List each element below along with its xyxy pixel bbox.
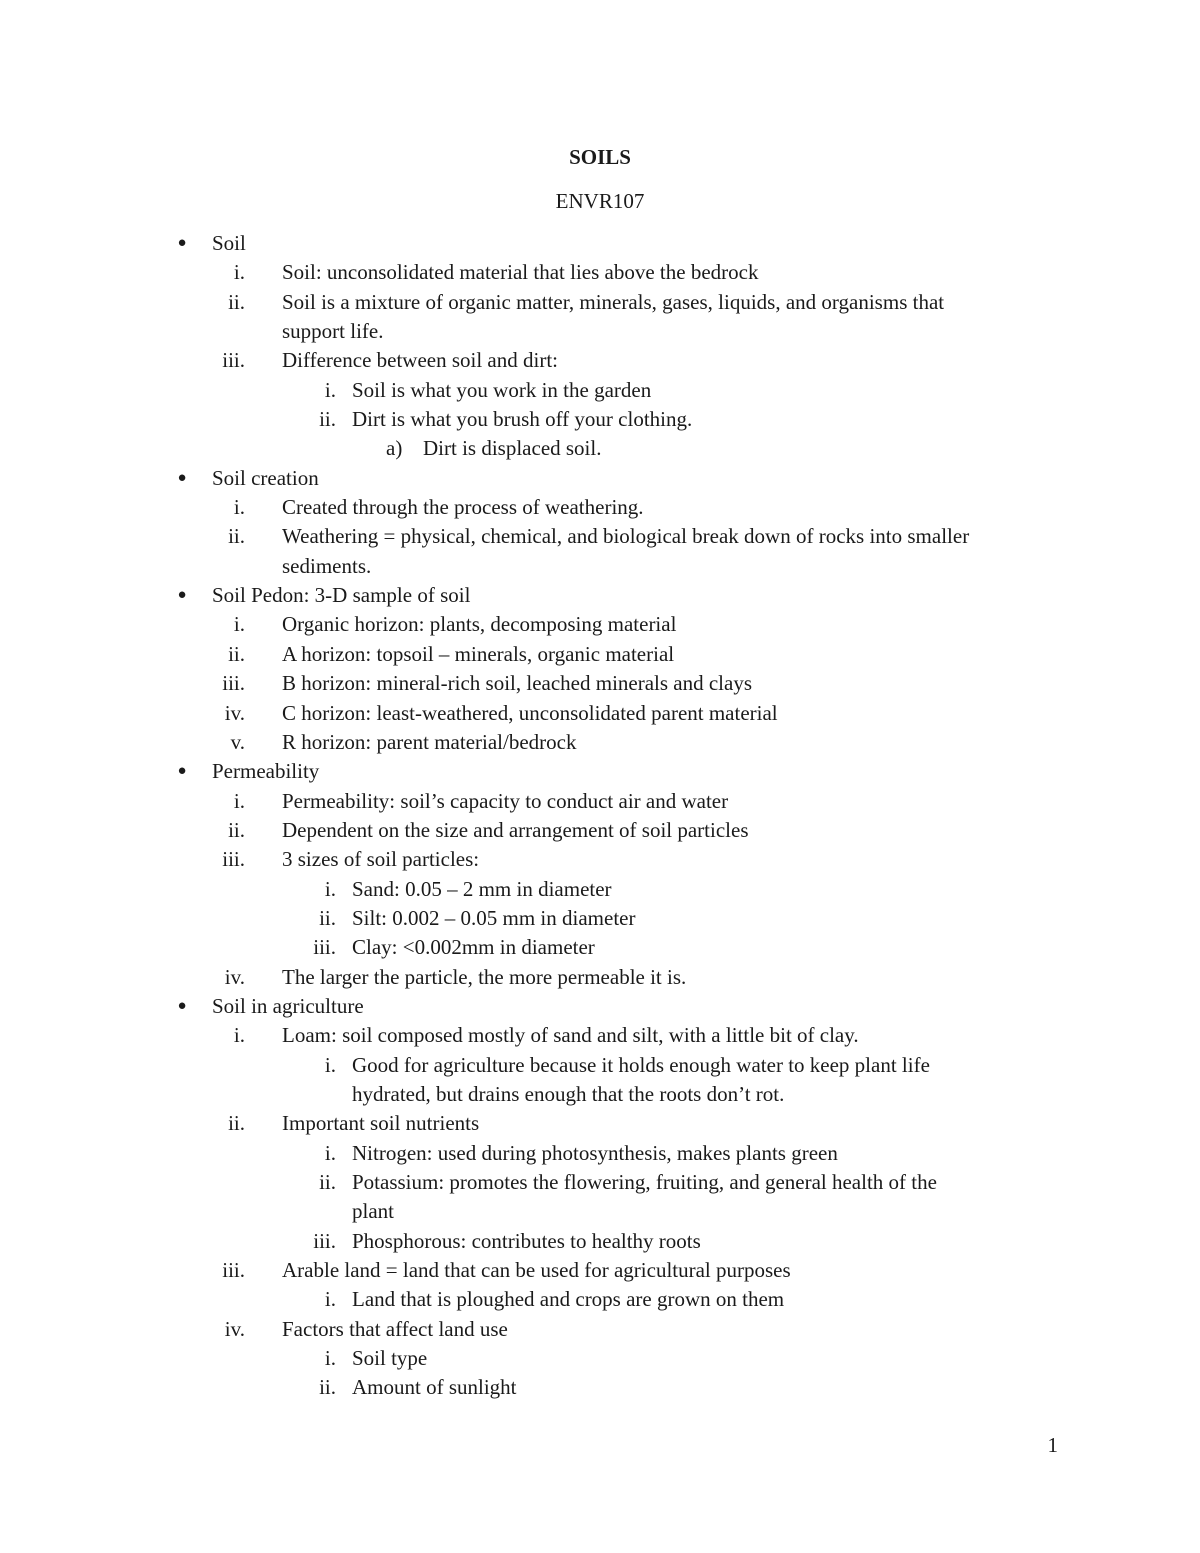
list-marker: ii. [228, 817, 245, 842]
list-marker: iv. [224, 700, 245, 725]
outline-text: Land that is ploughed and crops are grown on them [352, 1287, 785, 1312]
outline-text: Soil type [352, 1346, 428, 1371]
outline-item [0, 405, 1200, 434]
outline-item [0, 376, 1200, 405]
outline-text: R horizon: parent material/bedrock [282, 729, 577, 754]
outline-text: Dependent on the size and arrangement of soil particles [282, 817, 749, 842]
outline-item [0, 1139, 1200, 1168]
list-marker: i. [233, 788, 245, 813]
bullet-marker: ● [177, 763, 187, 780]
list-marker: i. [324, 1287, 336, 1312]
outline-item [0, 1197, 1200, 1226]
bullet-marker: ● [177, 997, 187, 1014]
list-marker: ii. [228, 641, 245, 666]
outline-item [0, 288, 1200, 317]
list-marker: ii. [319, 1170, 336, 1194]
list-marker: iii. [313, 1228, 336, 1253]
outline-text: Weathering = physical, chemical, and biological break down of rocks into smaller [282, 524, 970, 549]
outline-text: Soil is what you work in the garden [352, 377, 652, 402]
outline-text: A horizon: topsoil – minerals, organic material [282, 641, 675, 666]
outline-item [0, 1227, 1200, 1256]
list-marker: i. [233, 612, 245, 637]
outline-item [0, 728, 1200, 757]
outline-text: plant [352, 1199, 394, 1224]
list-marker: iii. [313, 935, 336, 960]
outline-heading [0, 992, 1200, 1021]
outline-text: Difference between soil and dirt: [282, 348, 559, 373]
outline-item [0, 317, 1200, 346]
list-marker: iii. [222, 1258, 245, 1283]
outline-item [0, 1080, 1200, 1109]
outline-text: C horizon: least-weathered, unconsolidated parent material [282, 700, 778, 725]
list-marker: iii. [222, 671, 245, 696]
outline-item [0, 610, 1200, 639]
outline-item [0, 1021, 1200, 1050]
outline-text: Dirt is what you brush off your clothing. [352, 407, 693, 432]
outline-text: Potassium: promotes the flowering, fruiting, and general health of the [352, 1170, 937, 1194]
list-marker: iv. [224, 1316, 245, 1341]
outline-text: Organic horizon: plants, decomposing material [282, 612, 677, 637]
outline-text: support life. [282, 319, 384, 344]
outline-text: Permeability: soil’s capacity to conduct air and water [282, 788, 729, 813]
list-marker: iv. [224, 964, 245, 989]
bullet-marker: ● [177, 587, 187, 604]
list-marker: ii. [319, 407, 336, 432]
outline-text: 3 sizes of soil particles: [282, 847, 480, 872]
outline-text: B horizon: mineral-rich soil, leached minerals and clays [282, 671, 753, 696]
course-code: ENVR107 [555, 189, 645, 213]
outline-item [0, 1168, 1200, 1197]
page-number: 1 [1047, 1433, 1058, 1457]
outline-item [0, 1051, 1200, 1080]
bullet-marker: ● [177, 469, 187, 486]
list-marker: a) [386, 436, 403, 461]
outline-item [0, 1256, 1200, 1285]
outline-text: Loam: soil composed mostly of sand and silt, with a little bit of clay. [282, 1023, 859, 1048]
outline-item [0, 845, 1200, 874]
outline-heading [0, 229, 1200, 258]
outline-text: Silt: 0.002 – 0.05 mm in diameter [352, 905, 636, 930]
outline-list [0, 229, 1200, 1403]
outline-heading [0, 581, 1200, 610]
outline-text: Amount of sunlight [352, 1375, 517, 1400]
list-marker: ii. [228, 1111, 245, 1136]
list-marker: i. [233, 495, 245, 520]
document-title: SOILS [569, 145, 631, 169]
outline-item [0, 552, 1200, 581]
outline-item [0, 1285, 1200, 1314]
outline-text: Created through the process of weathering. [282, 495, 644, 520]
list-marker: i. [324, 876, 336, 901]
list-marker: ii. [228, 524, 245, 549]
list-marker: ii. [319, 1375, 336, 1400]
list-marker: iii. [222, 348, 245, 373]
outline-text: Important soil nutrients [282, 1111, 480, 1136]
outline-item [0, 493, 1200, 522]
list-marker: iii. [222, 847, 245, 872]
outline-text: Soil [212, 231, 246, 255]
outline-text: Clay: <0.002mm in diameter [352, 935, 595, 960]
outline-item [0, 875, 1200, 904]
list-marker: v. [230, 729, 245, 754]
list-marker: i. [324, 1346, 336, 1371]
outline-item [0, 434, 1200, 463]
outline-text: Soil: unconsolidated material that lies above the bedrock [282, 260, 759, 285]
outline-item [0, 816, 1200, 845]
list-marker: i. [324, 377, 336, 402]
bullet-marker: ● [177, 235, 187, 251]
outline-text: Nitrogen: used during photosynthesis, makes plants green [352, 1140, 838, 1165]
outline-text: Sand: 0.05 – 2 mm in diameter [352, 876, 612, 901]
outline-text: Factors that affect land use [282, 1316, 508, 1341]
outline-item [0, 640, 1200, 669]
outline-text: sediments. [282, 553, 372, 578]
list-marker: i. [324, 1140, 336, 1165]
outline-text: The larger the particle, the more permeable it is. [282, 964, 687, 989]
list-marker: ii. [319, 905, 336, 930]
outline-item [0, 1373, 1200, 1402]
outline-text: Soil Pedon: 3-D sample of soil [212, 583, 471, 608]
list-marker: i. [233, 260, 245, 285]
outline-text: Soil in agriculture [212, 993, 364, 1018]
list-marker: i. [233, 1023, 245, 1048]
outline-item [0, 933, 1200, 962]
outline-item [0, 1344, 1200, 1373]
outline-item [0, 669, 1200, 698]
list-marker: ii. [228, 289, 245, 314]
outline-item [0, 963, 1200, 992]
list-marker: i. [324, 1052, 336, 1077]
outline-item [0, 904, 1200, 933]
outline-text: hydrated, but drains enough that the roots don’t rot. [352, 1081, 785, 1106]
outline-item [0, 346, 1200, 375]
outline-text: Arable land = land that can be used for agricultural purposes [282, 1258, 791, 1283]
outline-item [0, 1109, 1200, 1138]
outline-text: Good for agriculture because it holds enough water to keep plant life [352, 1052, 930, 1077]
outline-heading [0, 757, 1200, 786]
outline-item [0, 522, 1200, 551]
outline-item [0, 258, 1200, 287]
outline-text: Soil is a mixture of organic matter, minerals, gases, liquids, and organisms that [282, 289, 945, 314]
outline-text: Dirt is displaced soil. [423, 436, 602, 461]
outline-item [0, 699, 1200, 728]
outline-item [0, 1315, 1200, 1344]
outline-item [0, 787, 1200, 816]
outline-text: Soil creation [212, 465, 319, 490]
outline-text: Permeability [212, 759, 320, 784]
outline-heading [0, 464, 1200, 493]
outline-text: Phosphorous: contributes to healthy roots [352, 1228, 701, 1253]
